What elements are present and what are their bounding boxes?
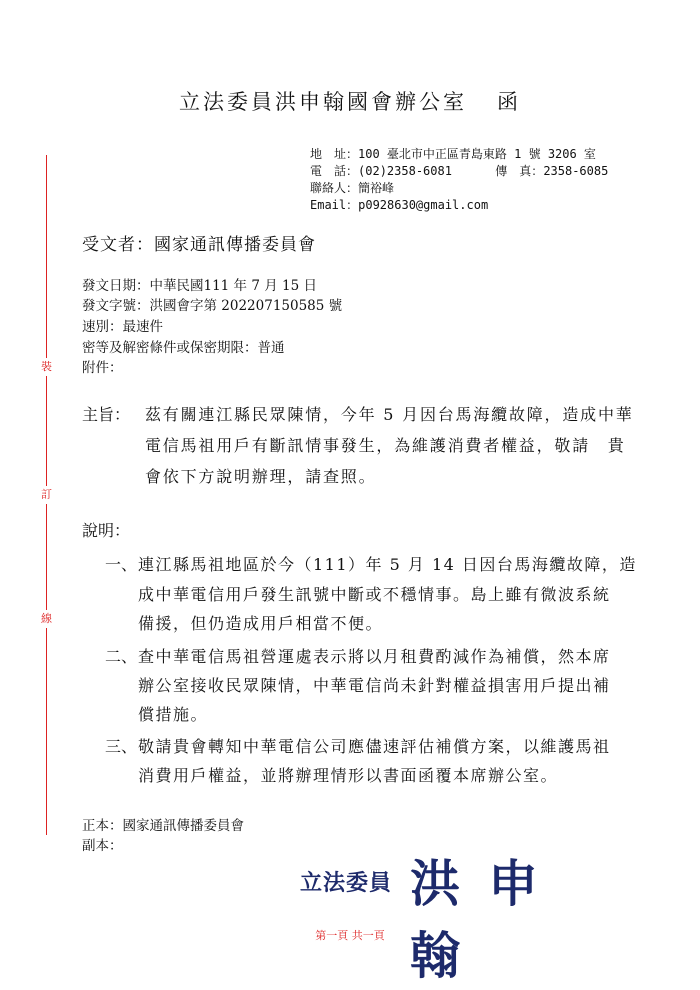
binding-mark-top: 裝 (41, 358, 52, 376)
original-recipient: 正本：國家通訊傳播委員會 (82, 818, 244, 834)
item-line: 消費用戶權益，並將辦理情形以書面函覆本席辦公室。 (138, 766, 559, 785)
letterhead-title (0, 86, 700, 116)
attachments: 附件： (82, 360, 123, 376)
subject-line: 茲有關連江縣民眾陳情，今年 5 月因台馬海纜故障，造成中華 (145, 405, 634, 424)
recipient: 受文者：國家通訊傳播委員會 (82, 235, 316, 255)
copy-recipient: 副本： (82, 838, 123, 854)
item-line: 辦公室接收民眾陳情，中華電信尚未針對權益損害用戶提出補 (138, 676, 611, 695)
item-line: 償措施。 (138, 705, 209, 724)
item-line: 備援，但仍造成用戶相當不便。 (138, 614, 384, 633)
binding-mark-middle: 訂 (41, 486, 52, 504)
subject-line: 會依下方說明辦理，請查照。 (145, 467, 377, 486)
explanation-label: 說明： (82, 521, 131, 540)
issue-date: 發文日期：中華民國111 年 7 月 15 日 (82, 278, 317, 294)
item-line: 查中華電信馬祖營運處表示將以月租費酌減作為補償，然本席 (138, 647, 611, 666)
document-number: 發文字號：洪國會字第 202207150585 號 (82, 298, 343, 314)
item-number: 一、 (105, 555, 138, 574)
item-line: 敬請貴會轉知中華電信公司應儘速評估補償方案，以維護馬祖 (138, 737, 611, 756)
signature-title: 立法委員 (300, 871, 393, 896)
contact-email: Email：p0928630@gmail.com (310, 198, 489, 212)
contact-person: 聯絡人：簡裕峰 (310, 181, 395, 195)
item-number: 三、 (105, 737, 138, 756)
office-name: 立法委員洪申翰國會辦公室 (179, 90, 467, 114)
contact-address: 地 址：100 臺北市中正區青島東路 1 號 3206 室 (310, 147, 596, 161)
subject-line: 電信馬祖用戶有斷訊情事發生，為維護消費者權益，敬請 貴 (145, 436, 626, 455)
secrecy-level: 密等及解密條件或保密期限：普通 (82, 340, 285, 356)
contact-phone-fax: 電 話：(02)2358-6081 傳 真：2358-6085 (310, 164, 609, 178)
page-number: 第一頁 共一頁 (315, 929, 385, 942)
item-number: 二、 (105, 647, 138, 666)
signature-name: 洪申翰 (410, 854, 566, 985)
delivery-speed: 速別：最速件 (82, 319, 163, 335)
binding-mark-bottom: 線 (41, 610, 52, 628)
subject-label: 主旨： (82, 405, 131, 424)
item-line: 成中華電信用戶發生訊號中斷或不穩情事。島上雖有微波系統 (138, 585, 611, 604)
item-line: 連江縣馬祖地區於今（111）年 5 月 14 日因台馬海纜故障，造 (138, 555, 637, 574)
document-type: 函 (497, 90, 521, 114)
